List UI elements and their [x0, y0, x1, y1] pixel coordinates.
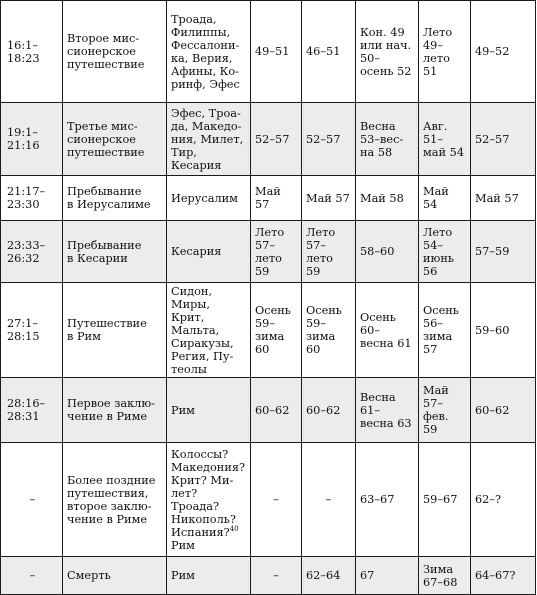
date-cell: Авг. 51– май 54	[419, 103, 471, 176]
event-name: Смерть	[63, 557, 167, 595]
date-cell: Осень 59– зима 60	[251, 283, 302, 378]
date-cell: 63–67	[356, 443, 419, 557]
date-cell: 60–62	[471, 378, 536, 443]
date-cell: 60–62	[251, 378, 302, 443]
date-cell: Осень 59– зима 60	[302, 283, 356, 378]
date-cell: Май 57	[302, 176, 356, 221]
places-list: Сидон, Миры, Крит, Мальта, Сиракузы, Регия, Пу- теолы	[167, 283, 251, 378]
date-cell: 49–52	[471, 1, 536, 103]
scripture-reference: 23:33– 26:32	[1, 221, 63, 283]
table-row	[1, 443, 536, 557]
date-cell: 58–60	[356, 221, 419, 283]
date-cell: Осень 56– зима 57	[419, 283, 471, 378]
event-name: Третье мис- сионерское путешествие	[63, 103, 167, 176]
event-name: Первое заклю- чение в Риме	[63, 378, 167, 443]
date-cell: 59–67	[419, 443, 471, 557]
date-cell: Лето 54– июнь 56	[419, 221, 471, 283]
date-cell: Весна 53–вес- на 58	[356, 103, 419, 176]
date-cell: 64–67?	[471, 557, 536, 595]
scripture-reference: –	[1, 443, 63, 557]
scripture-reference: 27:1– 28:15	[1, 283, 63, 378]
date-cell: 59–60	[471, 283, 536, 378]
places-list	[167, 443, 251, 557]
date-cell: 62–64	[302, 557, 356, 595]
places-list: Эфес, Троа- да, Македо- ния, Милет, Тир, Кесария	[167, 103, 251, 176]
table-row	[1, 1, 536, 103]
date-cell: Зима 67–68	[419, 557, 471, 595]
date-cell: Май 57	[471, 176, 536, 221]
footnote-marker: 40	[229, 524, 239, 533]
scripture-reference: 28:16– 28:31	[1, 378, 63, 443]
date-cell: Весна 61– весна 63	[356, 378, 419, 443]
date-cell: 52–57	[302, 103, 356, 176]
table-row	[1, 221, 536, 283]
date-cell: 60–62	[302, 378, 356, 443]
places-text: Колоссы? Македония? Крит? Ми- лет? Троада? Никополь? Испания?	[171, 447, 246, 539]
date-cell: Май 58	[356, 176, 419, 221]
places-text-tail: Рим	[171, 538, 195, 552]
date-cell: 67	[356, 557, 419, 595]
scripture-reference: 19:1– 21:16	[1, 103, 63, 176]
places-list: Рим	[167, 378, 251, 443]
event-name: Второе мис- сионерское путешествие	[63, 1, 167, 103]
places-list: Троада, Филиппы, Фессалони- ка, Верия, Афины, Ко- ринф, Эфес	[167, 1, 251, 103]
date-cell: Лето 57– лето 59	[302, 221, 356, 283]
date-cell: Кон. 49 или нач. 50– осень 52	[356, 1, 419, 103]
date-cell: 46–51	[302, 1, 356, 103]
scripture-reference: 16:1– 18:23	[1, 1, 63, 103]
event-name: Более поздние путешествия, второе заклю- чение в Риме	[63, 443, 167, 557]
scripture-reference: 21:17– 23:30	[1, 176, 63, 221]
table-row	[1, 557, 536, 595]
date-cell: 52–57	[251, 103, 302, 176]
date-cell: Осень 60– весна 61	[356, 283, 419, 378]
date-cell: Май 57	[251, 176, 302, 221]
date-cell: 49–51	[251, 1, 302, 103]
table-row	[1, 283, 536, 378]
event-name: Пребывание в Кесарии	[63, 221, 167, 283]
event-name: Путешествие в Рим	[63, 283, 167, 378]
date-cell: –	[251, 557, 302, 595]
date-cell: 62–?	[471, 443, 536, 557]
event-name: Пребывание в Иерусалиме	[63, 176, 167, 221]
date-cell: 57–59	[471, 221, 536, 283]
date-cell: 52–57	[471, 103, 536, 176]
table-row	[1, 378, 536, 443]
table-row	[1, 103, 536, 176]
date-cell: Май 57– фев. 59	[419, 378, 471, 443]
date-cell: –	[302, 443, 356, 557]
date-cell: Лето 49– лето 51	[419, 1, 471, 103]
date-cell: –	[251, 443, 302, 557]
scripture-reference: –	[1, 557, 63, 595]
date-cell: Лето 57– лето 59	[251, 221, 302, 283]
places-list: Кесария	[167, 221, 251, 283]
places-list: Рим	[167, 557, 251, 595]
places-list: Иерусалим	[167, 176, 251, 221]
date-cell: Май 54	[419, 176, 471, 221]
table-row	[1, 176, 536, 221]
